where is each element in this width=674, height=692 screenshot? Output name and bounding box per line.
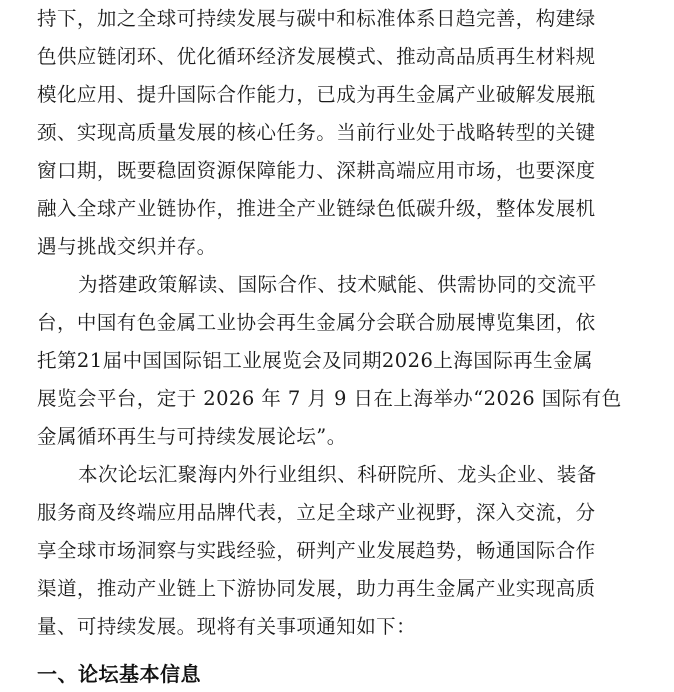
paragraph-3: [37, 456, 637, 646]
text-line: 持下，加之全球可持续发展与碳中和标准体系日趋完善，构建绿: [37, 7, 596, 30]
text-line: 服务商及终端应用品牌代表，立足全球产业视野，深入交流，分: [37, 501, 596, 524]
text-line: 台，中国有色金属工业协会再生金属分会联合励展博览集团，依: [37, 311, 596, 334]
text-line: 颈、实现高质量发展的核心任务。当前行业处于战略转型的关键: [37, 121, 596, 144]
text-line: 托第21届中国国际铝工业展览会及同期2026上海国际再生金属: [37, 349, 593, 372]
text-line: 色供应链闭环、优化循环经济发展模式、推动高品质再生材料规: [37, 45, 596, 68]
paragraph-2: [37, 266, 637, 456]
text-line: 金属循环再生与可持续发展论坛”。: [37, 425, 347, 448]
text-line: 模化应用、提升国际合作能力，已成为再生金属产业破解发展瓶: [37, 83, 596, 106]
text-line: 本次论坛汇聚海内外行业组织、科研院所、龙头企业、装备: [78, 463, 597, 486]
text-line: 享全球市场洞察与实践经验，研判产业发展趋势，畅通国际合作: [37, 539, 596, 562]
text-line: 为搭建政策解读、国际合作、技术赋能、供需协同的交流平: [78, 273, 597, 296]
text-line: 量、可持续发展。现将有关事项通知如下：: [37, 615, 417, 638]
paragraph-1: [37, 0, 637, 266]
text-line: 展览会平台，定于 2026 年 7 月 9 日在上海举办“2026 国际有色: [37, 387, 622, 410]
text-line: 遇与挑战交织并存。: [37, 235, 217, 258]
text-line: 融入全球产业链协作，推进全产业链绿色低碳升级，整体发展机: [37, 197, 596, 220]
text-line: 窗口期，既要稳固资源保障能力、深耕高端应用市场，也要深度: [37, 159, 596, 182]
text-line: 渠道，推动产业链上下游协同发展，助力再生金属产业实现高质: [37, 577, 596, 600]
section-heading: 一、论坛基本信息: [37, 662, 201, 686]
